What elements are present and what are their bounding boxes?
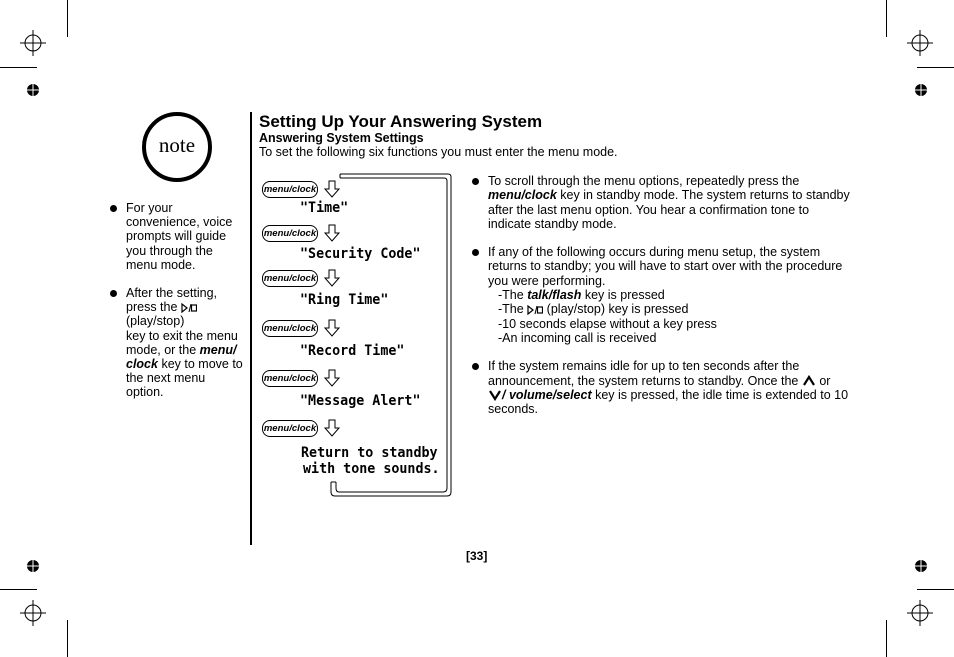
down-arrow-icon bbox=[324, 224, 340, 242]
key-name: / volume/select bbox=[502, 387, 592, 402]
note-text: -The bbox=[498, 302, 524, 317]
flow-step-ring-time: "Ring Time" bbox=[300, 292, 389, 308]
bullet-icon bbox=[472, 178, 479, 185]
note-text: key to move to the next menu option. bbox=[126, 357, 243, 400]
bullet-icon bbox=[472, 249, 479, 256]
menu-clock-key: menu/clock bbox=[262, 420, 318, 437]
registration-mark-icon bbox=[907, 30, 933, 56]
play-stop-icon bbox=[527, 305, 543, 315]
flow-step-time: "Time" bbox=[300, 200, 349, 216]
flow-step-record-time: "Record Time" bbox=[300, 343, 405, 359]
page-number: [33] bbox=[466, 549, 488, 563]
crop-mark bbox=[0, 589, 37, 590]
note-text: For your convenience, voice prompts will guide you through the menu mode. bbox=[126, 201, 233, 272]
bullet-icon bbox=[472, 363, 479, 370]
key-name: menu/clock bbox=[488, 188, 557, 203]
registration-dot-icon bbox=[914, 559, 928, 573]
note-text: (play/stop) key is pressed bbox=[546, 302, 689, 317]
registration-dot-icon bbox=[914, 83, 928, 97]
intro-text: To set the following six functions you must enter the menu mode. bbox=[259, 145, 618, 159]
key-name: menu/ clock bbox=[126, 342, 237, 372]
note-text: key in standby mode. The system returns to standby after the last menu option. You hear a confirmation tone to indicate standby mode. bbox=[488, 188, 850, 231]
note-text: key to exit the menu mode, or the bbox=[126, 328, 238, 357]
sub-item bbox=[488, 302, 852, 316]
note-list bbox=[110, 201, 245, 414]
registration-mark-icon bbox=[20, 600, 46, 626]
list-item bbox=[110, 286, 245, 400]
list-item bbox=[472, 174, 852, 231]
bullet-icon bbox=[110, 290, 117, 297]
down-arrow-icon bbox=[324, 369, 340, 387]
sub-item: -10 seconds elapse without a key press bbox=[498, 316, 717, 331]
bullet-icon bbox=[110, 205, 117, 212]
note-text: (play/stop) bbox=[126, 314, 185, 329]
note-badge bbox=[142, 112, 212, 182]
menu-clock-key: menu/clock bbox=[262, 370, 318, 387]
note-text: If any of the following occurs during menu setup, the system returns to standby; you will have to start over with the procedure you were performing. bbox=[488, 245, 843, 288]
note-text: or bbox=[819, 373, 831, 388]
registration-dot-icon bbox=[26, 559, 40, 573]
registration-mark-icon bbox=[20, 30, 46, 56]
crop-mark bbox=[0, 67, 37, 68]
info-list bbox=[472, 174, 852, 430]
sub-item bbox=[488, 288, 852, 302]
menu-clock-key: menu/clock bbox=[262, 320, 318, 337]
note-text: After the setting, press the bbox=[126, 286, 218, 315]
sub-item: -An incoming call is received bbox=[498, 330, 657, 345]
note-text: key is pressed bbox=[584, 288, 665, 303]
menu-clock-key: menu/clock bbox=[262, 181, 318, 198]
down-arrow-icon bbox=[324, 180, 340, 198]
menu-clock-key: menu/clock bbox=[262, 225, 318, 242]
page-title: Setting Up Your Answering System bbox=[259, 112, 543, 131]
section-subtitle: Answering System Settings bbox=[259, 131, 424, 145]
down-arrow-icon bbox=[324, 419, 340, 437]
up-caret-icon bbox=[802, 375, 816, 387]
crop-mark bbox=[67, 620, 68, 657]
menu-clock-key: menu/clock bbox=[262, 270, 318, 287]
registration-mark-icon bbox=[907, 600, 933, 626]
note-text: key is pressed, the idle time is extended to 10 seconds. bbox=[488, 387, 849, 417]
note-text: To scroll through the menu options, repeatedly press the bbox=[488, 174, 800, 188]
column-divider bbox=[250, 112, 252, 545]
key-name: talk/flash bbox=[527, 288, 582, 303]
down-arrow-icon bbox=[324, 319, 340, 337]
play-stop-icon bbox=[181, 303, 197, 313]
down-arrow-icon bbox=[324, 269, 340, 287]
flow-step-return: Return to standby bbox=[301, 445, 438, 461]
registration-dot-icon bbox=[26, 83, 40, 97]
list-item bbox=[472, 359, 852, 416]
note-label: note bbox=[158, 133, 196, 157]
crop-mark bbox=[67, 0, 68, 37]
down-caret-icon bbox=[488, 389, 502, 401]
list-item bbox=[472, 245, 852, 345]
crop-mark bbox=[917, 67, 954, 68]
flow-step-return: with tone sounds. bbox=[303, 461, 440, 477]
flow-step-security-code: "Security Code" bbox=[300, 246, 421, 262]
crop-mark bbox=[886, 0, 887, 37]
note-text: If the system remains idle for up to ten seconds after the announcement, the system returns to standby. Once the bbox=[488, 359, 800, 388]
crop-mark bbox=[886, 620, 887, 657]
crop-mark bbox=[917, 589, 954, 590]
flow-step-message-alert: "Message Alert" bbox=[300, 393, 421, 409]
list-item bbox=[110, 201, 245, 272]
note-text: -The bbox=[498, 288, 524, 303]
